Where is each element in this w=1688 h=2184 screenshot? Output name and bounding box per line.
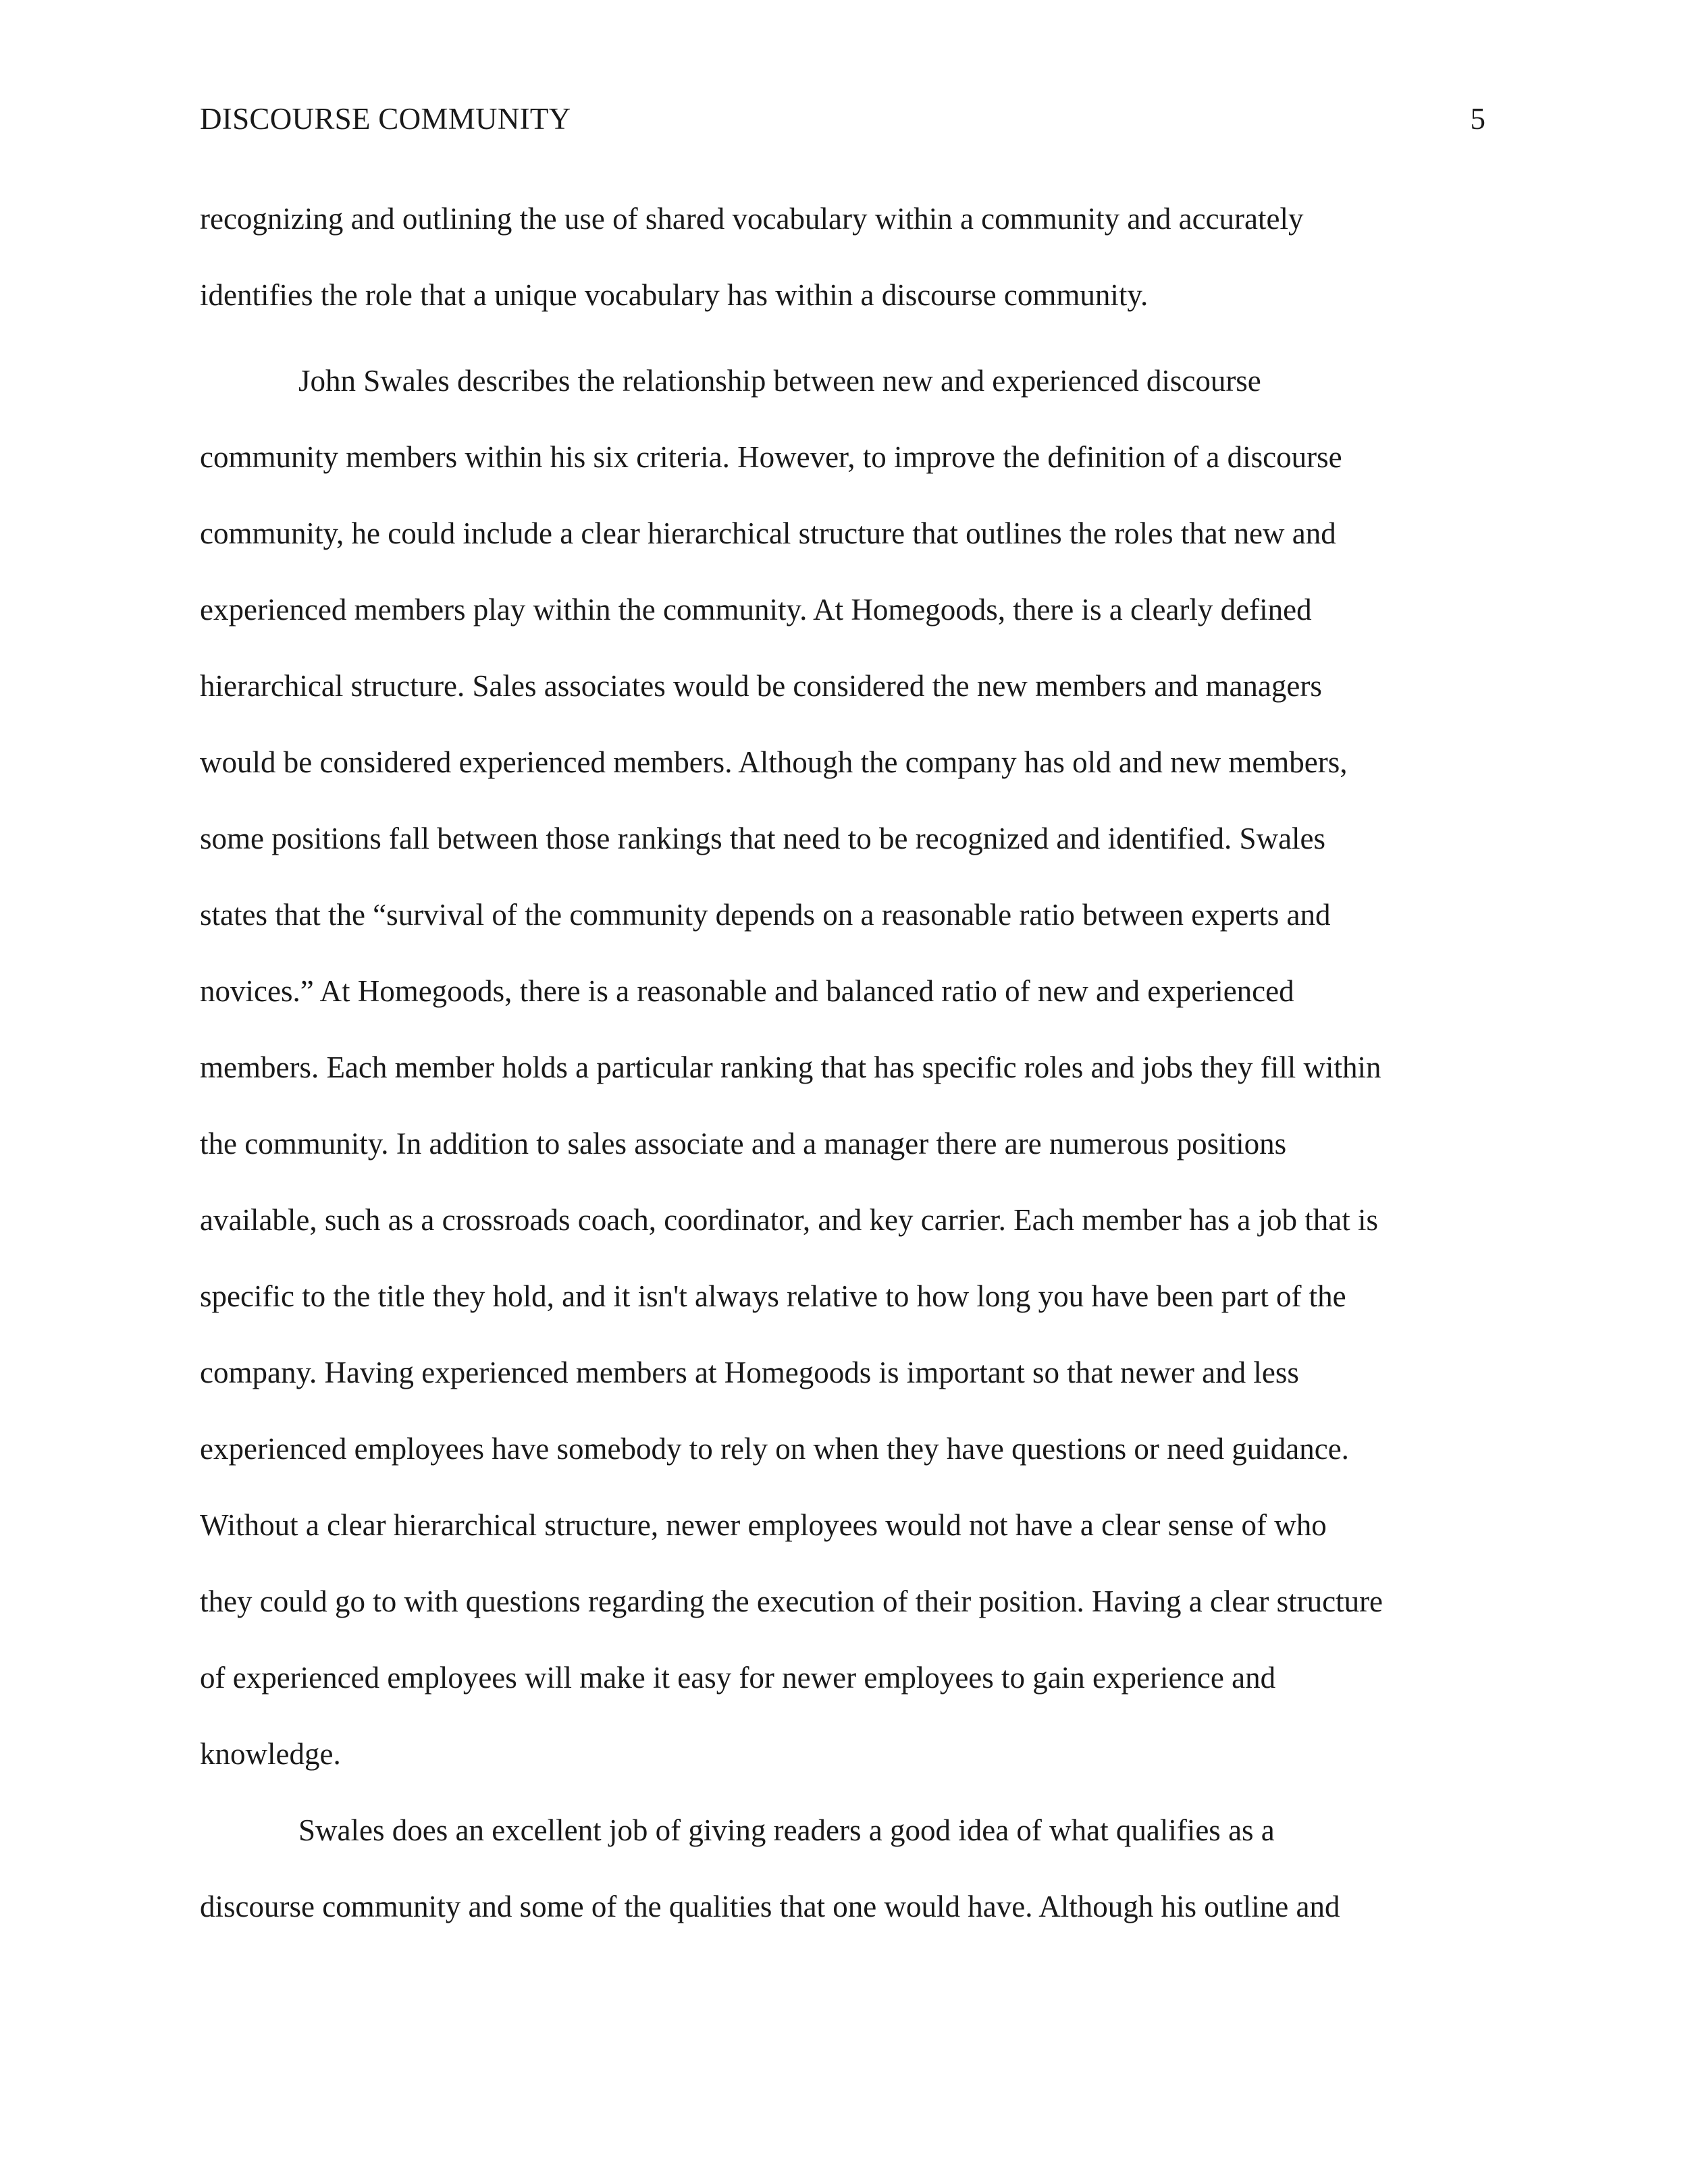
paragraph-first-line: Swales does an excellent job of giving readers a good idea of what qualifies as a [298, 1813, 1275, 1847]
text-line: novices.” At Homegoods, there is a reasonable and balanced ratio of new and experienced [200, 974, 1294, 1008]
paragraph-first-line: John Swales describes the relationship between new and experienced discourse [298, 364, 1261, 398]
text-line: available, such as a crossroads coach, coordinator, and key carrier. Each member has a job that is [200, 1203, 1379, 1237]
text-line: recognizing and outlining the use of shared vocabulary within a community and accurately [200, 202, 1304, 236]
text-line: experienced members play within the community. At Homegoods, there is a clearly defined [200, 593, 1312, 627]
text-line: the community. In addition to sales associate and a manager there are numerous positions [200, 1127, 1287, 1161]
text-line: discourse community and some of the qualities that one would have. Although his outline and [200, 1890, 1340, 1923]
text-line: experienced employees have somebody to rely on when they have questions or need guidance. [200, 1432, 1349, 1466]
text-line: they could go to with questions regarding the execution of their position. Having a clear structure [200, 1584, 1383, 1618]
text-line: would be considered experienced members. Although the company has old and new members, [200, 745, 1348, 779]
running-head: DISCOURSE COMMUNITY [200, 102, 571, 136]
text-line: of experienced employees will make it easy for newer employees to gain experience and [200, 1661, 1276, 1695]
text-line: states that the “survival of the community depends on a reasonable ratio between experts and [200, 898, 1331, 932]
text-line: knowledge. [200, 1737, 341, 1771]
text-line: some positions fall between those rankings that need to be recognized and identified. Swales [200, 822, 1326, 855]
text-line: community, he could include a clear hierarchical structure that outlines the roles that new and [200, 516, 1336, 550]
text-line: company. Having experienced members at Homegoods is important so that newer and less [200, 1356, 1299, 1389]
text-line: specific to the title they hold, and it isn't always relative to how long you have been part of the [200, 1279, 1346, 1313]
text-line: Without a clear hierarchical structure, newer employees would not have a clear sense of who [200, 1508, 1327, 1542]
text-line: identifies the role that a unique vocabulary has within a discourse community. [200, 278, 1149, 312]
text-line: members. Each member holds a particular ranking that has specific roles and jobs they fill within [200, 1050, 1381, 1084]
page-number: 5 [1470, 102, 1485, 136]
text-line: community members within his six criteria. However, to improve the definition of a discourse [200, 440, 1342, 474]
text-line: hierarchical structure. Sales associates would be considered the new members and managers [200, 669, 1322, 703]
